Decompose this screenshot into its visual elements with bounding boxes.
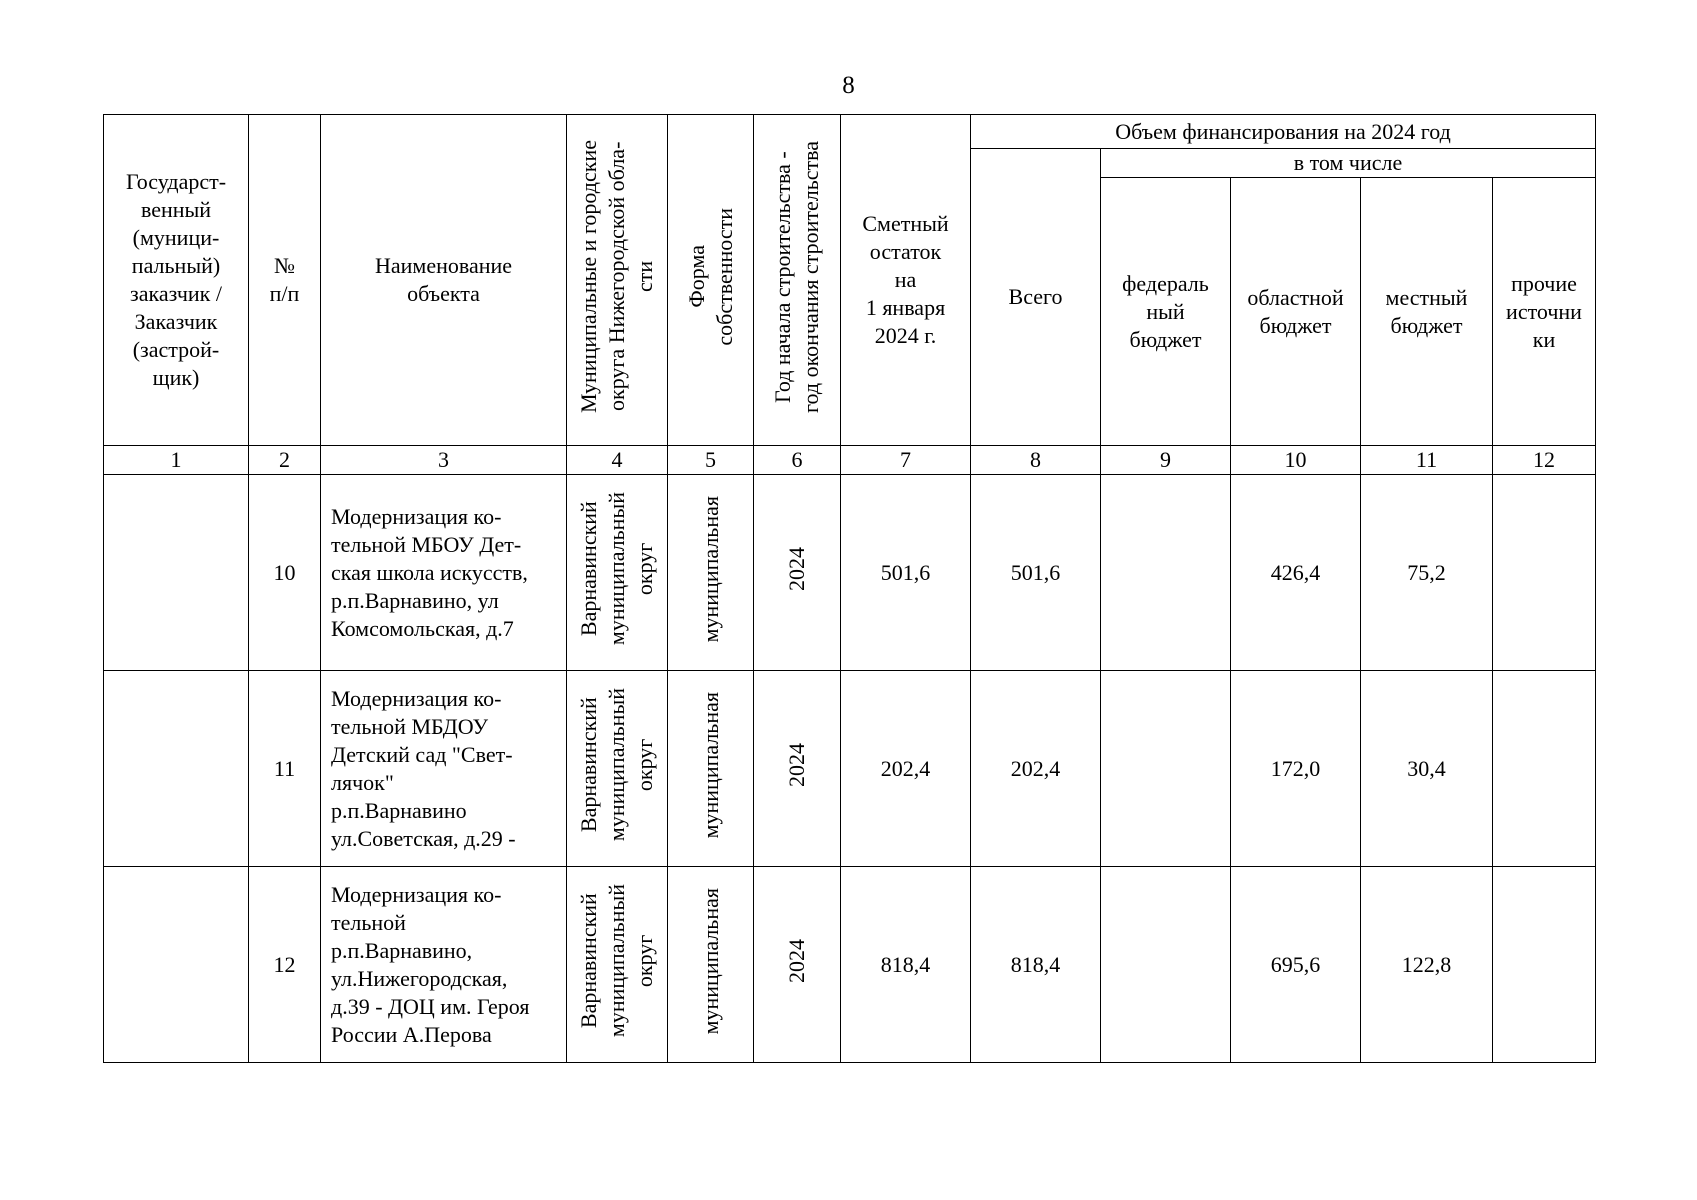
cell-object-name: Модернизация ко- тельной р.п.Варнавино, ул.Нижегородская, д.39 - ДОЦ им. Героя России А.Перова [321,867,567,1063]
header-federal: федераль ный бюджет [1101,178,1231,446]
cell-total: 202,4 [971,671,1101,867]
cell-federal [1101,867,1231,1063]
cell-total: 818,4 [971,867,1101,1063]
column-number: 11 [1361,446,1493,475]
column-number: 7 [841,446,971,475]
cell-other [1493,671,1596,867]
cell-number: 10 [249,475,321,671]
cell-ownership: муниципальная [668,671,754,867]
cell-municipality: Варнавинский муниципальный округ [567,475,668,671]
cell-municipality: Варнавинский муниципальный округ [567,671,668,867]
column-number: 1 [104,446,249,475]
header-estimate-balance: Сметный остаток на 1 января 2024 г. [841,115,971,446]
header-other: прочие источни ки [1493,178,1596,446]
cell-object-name: Модернизация ко- тельной МБОУ Дет- ская школа искусств, р.п.Варнавино, ул Комсомольская, д.7 [321,475,567,671]
cell-local: 75,2 [1361,475,1493,671]
cell-other [1493,867,1596,1063]
cell-other [1493,475,1596,671]
header-municipality: Муниципальные и городские округа Нижегородской обла- сти [567,115,668,446]
column-number: 3 [321,446,567,475]
cell-municipality: Варнавинский муниципальный округ [567,867,668,1063]
cell-estimate: 501,6 [841,475,971,671]
header-local: местный бюджет [1361,178,1493,446]
column-number: 9 [1101,446,1231,475]
cell-object-name: Модернизация ко- тельной МБДОУ Детский сад "Свет- лячок" р.п.Варнавино ул.Советская, д.29 - [321,671,567,867]
cell-local: 122,8 [1361,867,1493,1063]
header-object-name: Наименование объекта [321,115,567,446]
header-years: Год начала строительства - год окончания строительства [754,115,841,446]
cell-regional: 172,0 [1231,671,1361,867]
cell-number: 11 [249,671,321,867]
header-funding-group: Объем финансирования на 2024 год [971,115,1596,149]
cell-local: 30,4 [1361,671,1493,867]
header-regional: областной бюджет [1231,178,1361,446]
header-total: Всего [971,149,1101,446]
cell-regional: 695,6 [1231,867,1361,1063]
cell-years: 2024 [754,867,841,1063]
column-number: 2 [249,446,321,475]
cell-ownership: муниципальная [668,475,754,671]
cell-years: 2024 [754,671,841,867]
cell-federal [1101,671,1231,867]
cell-estimate: 818,4 [841,867,971,1063]
column-number: 5 [668,446,754,475]
column-numbers-row [104,446,1596,475]
table-row [104,475,1596,671]
column-number: 8 [971,446,1101,475]
page-number: 8 [842,72,855,99]
header-ownership: Форма собственности [668,115,754,446]
cell-years: 2024 [754,475,841,671]
cell-federal [1101,475,1231,671]
cell-ownership: муниципальная [668,867,754,1063]
table-row [104,671,1596,867]
table-row [104,867,1596,1063]
header-customer: Государст- венный (муници- пальный) заказчик / Заказчик (застрой- щик) [104,115,249,446]
column-number: 4 [567,446,668,475]
cell-customer [104,671,249,867]
header-number: № п/п [249,115,321,446]
cell-customer [104,867,249,1063]
cell-customer [104,475,249,671]
financing-table [103,114,1596,1063]
column-number: 12 [1493,446,1596,475]
cell-total: 501,6 [971,475,1101,671]
header-including: в том числе [1101,149,1596,178]
cell-estimate: 202,4 [841,671,971,867]
cell-number: 12 [249,867,321,1063]
column-number: 10 [1231,446,1361,475]
column-number: 6 [754,446,841,475]
cell-regional: 426,4 [1231,475,1361,671]
